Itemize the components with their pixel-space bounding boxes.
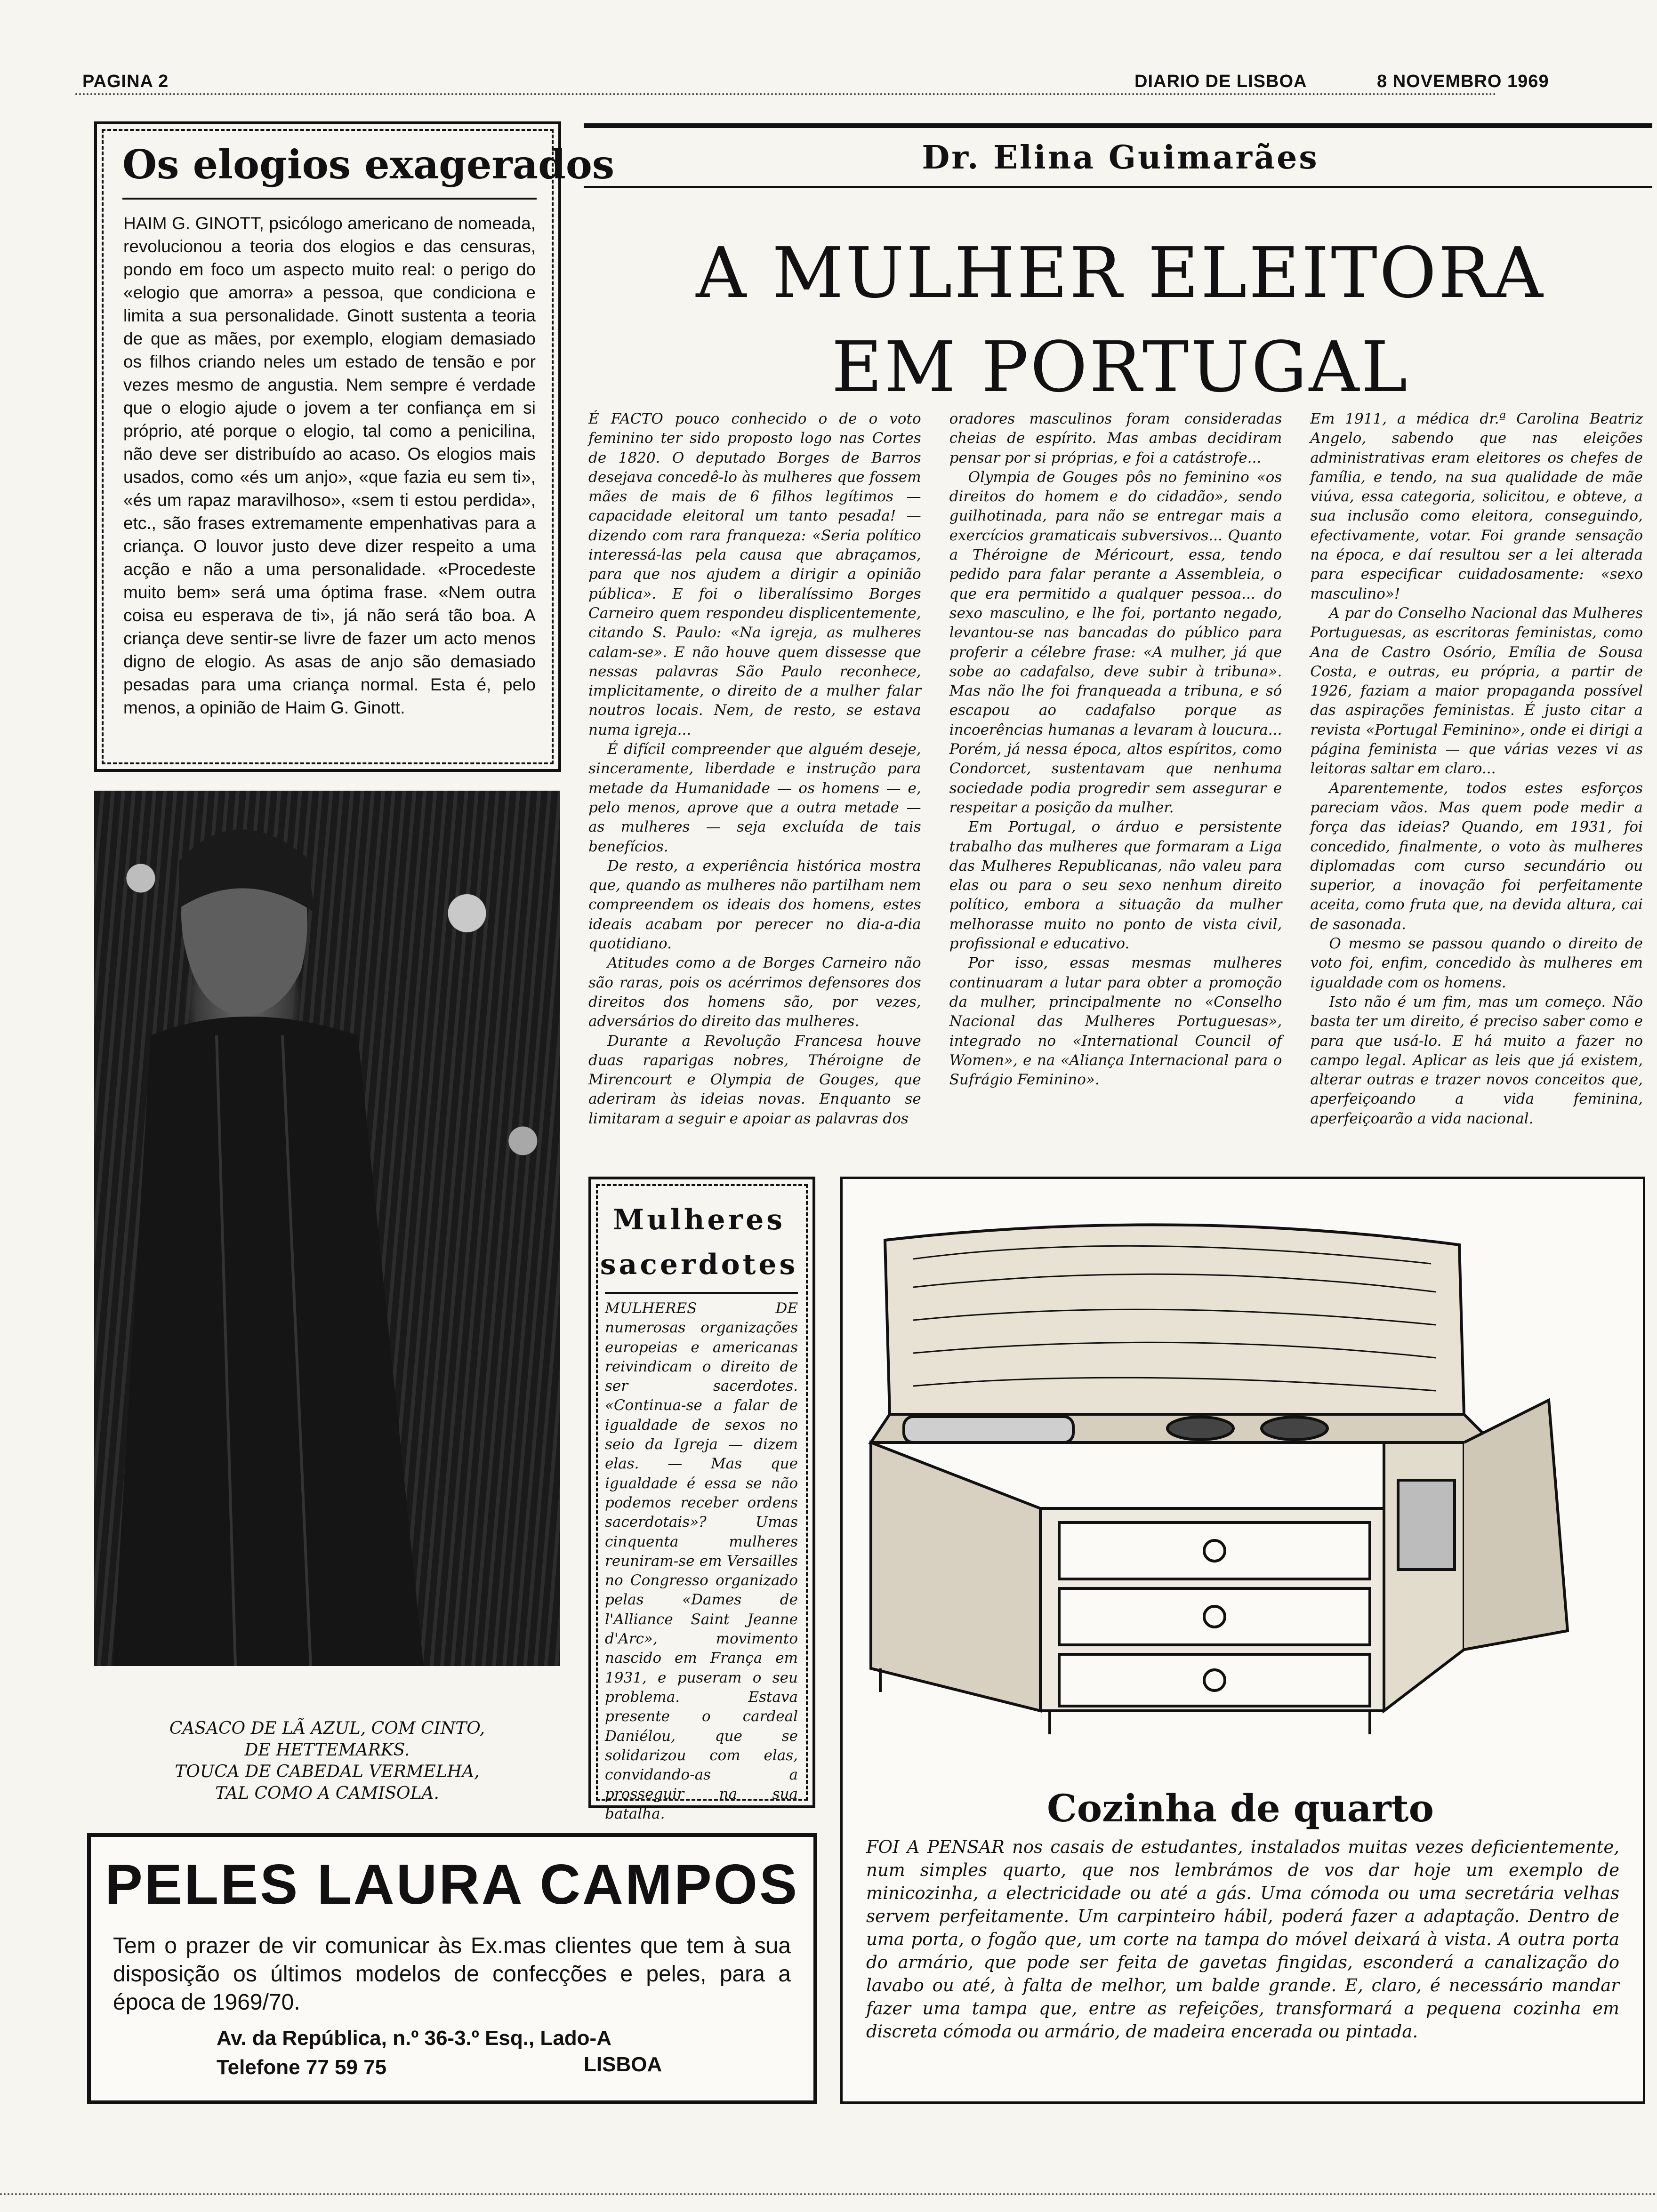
caption-line: DE HETTEMARKS. bbox=[244, 1740, 410, 1760]
sacerdotes-divider bbox=[605, 1292, 798, 1294]
newspaper-name: DIARIO DE LISBOA bbox=[1134, 72, 1307, 91]
article-headline bbox=[584, 226, 1657, 414]
article-column-2 bbox=[949, 409, 1282, 1129]
paragraph: É difícil compreender que alguém deseje, sinceramente, liberdade e instrução para metade da Humanidade — os homens — e, pelo menos, aprove que a outra metade — as mulheres — seja excluída de tais benefícios. bbox=[588, 741, 921, 855]
article-column-1 bbox=[588, 409, 921, 1129]
paragraph: Durante a Revolução Francesa houve duas raparigas nobres, Théroigne de Mirencourt e Olympia de Gouges, que aderiram às ideias novas. Enquanto se limitaram a seguir e apoiar as palavras dos bbox=[588, 1032, 921, 1127]
ad-phone: Telefone 77 59 75 bbox=[217, 2056, 387, 2079]
sidebar-article-body: HAIM G. GINOTT, psicólogo americano de nomeada, revolucionou a teoria dos elogios e das censuras, pondo em foco um aspecto muito real: o perigo do «elogio que amorra» a pessoa, que condiciona e limita a sua personalidade. Ginott sustenta a teoria de que as mães, por exemplo, elogiam demasiado os filhos criando neles um estado de tensão e por vezes mesmo de angustia. Nem sempre é verdade que o elogio ajude o jovem a ter confiança em si próprio, até porque o elogio, tal como a penicilina, não deve ser distribuído ao acaso. Os elogios mais usados, como «és um anjo», «que fazia eu sem ti», «és um rapaz maravilhoso», «sem ti estou perdida», etc., são frases extremamente empenhativas para a criança. O louvor justo deve dizer respeito a uma acção e não a uma personalidade. «Procedeste muito bem» será uma óptima frase. «Nem outra coisa eu esperava de ti», já não será tão boa. A criança deve sentir-se livre de fazer um acto menos digno de elogio. As asas de anjo são demasiado pesadas para uma criança normal. Esta é, pelo menos, a opinião de Haim G. Ginott. bbox=[123, 214, 536, 717]
paragraph: Atitudes como a de Borges Carneiro não são raras, pois os acérrimos defensores dos direitos dos homens são, por vezes, adversários do direito das mulheres. bbox=[588, 954, 921, 1030]
caption-line: TAL COMO A CAMISOLA. bbox=[215, 1784, 439, 1803]
kitchen-title: Cozinha de quarto bbox=[1047, 1786, 1434, 1830]
sidebar-title-divider bbox=[122, 198, 537, 200]
headline-line-2: EM PORTUGAL bbox=[831, 327, 1409, 408]
header-divider bbox=[75, 93, 1497, 95]
kitchen-cabinet-illustration bbox=[843, 1179, 1643, 1772]
article-columns bbox=[588, 409, 1643, 1129]
paragraph: Aparentemente, todos estes esforços pareciam vãos. Mas quem pode medir a força das ideias? Quando, em 1931, foi concedido, finalmente, o voto às mulheres diplomadas com curso secundário ou superior, a inovação foi perfeitamente aceita, como fruta que, na devida altura, cai de sasonada. bbox=[1310, 779, 1643, 933]
caption-line: TOUCA DE CABEDAL VERMELHA, bbox=[175, 1762, 480, 1781]
paragraph: Em 1911, a médica dr.ª Carolina Beatriz Angelo, sabendo que nas eleições administrativas eram eleitores os chefes de família, e tendo, na sua qualidade de mãe viúva, essa categoria, solicitou, e obteve, a sua inclusão como eleitora, conseguindo, efectivamente, votar. Foi grande sensação na época, e daí resultou ser a lei alterada para especificar cuidadosamente: «sexo masculino»! bbox=[1310, 410, 1643, 602]
paragraph: Em Portugal, o árduo e persistente trabalho das mulheres que formaram a Liga das Mulheres Republicanas, não valeu para elas ou para o seu sexo nenhum direito político, embora a situação da mulher melhorasse muito no ponto de vista civil, profissional e educativo. bbox=[949, 818, 1282, 953]
ad-city: LISBOA bbox=[584, 2053, 662, 2076]
issue-date: 8 NOVEMBRO 1969 bbox=[1377, 72, 1549, 91]
sacerdotes-title bbox=[598, 1198, 800, 1287]
article-author: Dr. Elina Guimarães bbox=[922, 139, 1319, 176]
kitchen-body: FOI A PENSAR nos casais de estudantes, instalados muitas vezes deficientemente, num simples quarto, que nos lembrámos de vos dar hoje um exemplo de minicozinha, a electricidade ou até a gás. Uma cómoda ou uma secretária velhas servem perfeitamente. Um carpinteiro hábil, poderá fazer a adaptação. Dentro de uma porta, o fogão que, um corte na tampa do móvel deixará à vista. A outra porta do armário, que pode ser feita de gavetas fingidas, esconderá a canalização do lavabo ou até, à falta de melhor, um balde grande. E, claro, é necessário mandar fazer uma tampa que, entre as refeições, transformará a pequena cozinha em discreta cómoda ou armário, de madeira encerada ou pintada. bbox=[866, 1837, 1619, 2042]
paragraph: Olympia de Gouges pôs no feminino «os direitos do homem e do cidadão», sendo guilhotinada, para não se entregar mais a exercícios gramaticais subversivos... Quanto a Théroigne de Méricourt, essa, tendo pedido para falar perante a Assembleia, o que era permitido a qualquer pessoa... do sexo masculino, e lhe foi, portanto negado, levantou-se nas bancadas do público para proferir a célebre frase: «A mulher, já que sobe ao cadafalso, deve subir à tribuna». Mas não lhe foi franqueada a tribuna, e só escapou ao cadafalso porque as incoerências humanas a levaram à loucura... Porém, já nessa época, altos espíritos, como Condorcet, sustentavam que nenhuma sociedade podia progredir sem assegurar e respeitar a posição da mulher. bbox=[949, 468, 1282, 816]
page-number: PAGINA 2 bbox=[82, 72, 169, 91]
ad-text: Tem o prazer de vir comunicar às Ex.mas clientes que tem à sua disposição os últimos modelos de confecções e peles, para a época de 1969/70. bbox=[113, 1933, 791, 2015]
author-divider bbox=[584, 186, 1652, 188]
woman-figure-illustration bbox=[94, 791, 560, 1666]
sidebar-article-title: Os elogios exagerados bbox=[122, 141, 615, 188]
sacerdotes-body: MULHERES DE numerosas organizações europeias e americanas reivindicam o direito de ser sacerdotes. «Continua-se a falar de igualdade de sexos no seio da Igreja — dizem elas. — Mas que igualdade é essa se não podemos receber ordens sacerdotais»? Umas cinquenta mulheres reuniram-se em Versailles no Congresso organizado pelas «Dames de l'Alliance Saint Jeanne d'Arc», movimento nascido em França em 1931, e puseram o seu problema. Estava presente o cardeal Daniélou, que se solidarizou com elas, convidando-as a prosseguir na sua batalha. bbox=[605, 1300, 798, 1822]
sacerdotes-title-line: Mulheres bbox=[612, 1203, 786, 1236]
caption-line: CASACO DE LÃ AZUL, COM CINTO, bbox=[169, 1719, 485, 1738]
paragraph: É FACTO pouco conhecido o de o voto feminino ter sido proposto logo nas Cortes de 1820. O deputado Borges de Barros desejava concedê-lo às mulheres que fossem mães de mais de 6 filhos legítimos — capacidade eleitoral um tanto pesada! — dizendo com rara franqueza: «Seria político interessá-las pela causa que abraçamos, para que nos ajudem a dirigir a opinião pública». E foi o liberalíssimo Borges Carneiro quem respondeu displicentemente, citando S. Paulo: «Na igreja, as mulheres calam-se». E não houve quem dissesse que nessas palavras São Paulo reconhece, implicitamente, o direito de a mulher falar noutros locais. Nem, de resto, se estava numa igreja... bbox=[588, 410, 921, 738]
page-bottom-edge bbox=[0, 2193, 1657, 2195]
paragraph: O mesmo se passou quando o direito de voto foi, enfim, concedido às mulheres em igualdade com os homens. bbox=[1310, 935, 1643, 991]
article-column-3 bbox=[1310, 409, 1643, 1129]
headline-line-1: A MULHER ELEITORA bbox=[696, 232, 1545, 313]
ad-title: PELES LAURA CAMPOS bbox=[105, 1853, 799, 1916]
article-top-rule bbox=[584, 123, 1652, 128]
paragraph: Isto não é um fim, mas um começo. Não basta ter um direito, é preciso saber como e para que usá-lo. E há muito a fazer no campo legal. Aplicar as leis que já existem, alterar outras e trazer novos conceitos que, aperfeiçoando a vida feminina, aperfeiçoarão a vida nacional. bbox=[1310, 993, 1643, 1127]
photo-caption bbox=[94, 1718, 560, 1804]
fashion-photo bbox=[94, 791, 560, 1666]
paragraph: oradores masculinos foram consideradas cheias de espírito. Mas ambas decidiram pensar por si próprias, e foi a catástrofe... bbox=[949, 410, 1282, 466]
sacerdotes-title-line: sacerdotes bbox=[600, 1248, 798, 1281]
ad-contact bbox=[217, 2024, 611, 2082]
paragraph: De resto, a experiência histórica mostra que, quando as mulheres não partilham nem compreendem os ideais dos homens, estes ideais acabam por perecer no dia-a-dia quotidiano. bbox=[588, 857, 921, 953]
paragraph: Por isso, essas mesmas mulheres continuaram a lutar para obter a promoção da mulher, principalmente no «Conselho Nacional das Mulheres Portuguesas», integrado no «International Council of Women», e na «Aliança Internacional para o Sufrágio Feminino». bbox=[949, 954, 1282, 1089]
ad-address: Av. da República, n.º 36-3.º Esq., Lado-A bbox=[217, 2027, 611, 2050]
paragraph: A par do Conselho Nacional das Mulheres Portuguesas, as escritoras feministas, como Ana de Castro Osório, Emília de Sousa Costa, e outras, eu própria, a partir de 1926, faziam a maior propaganda possível das aspirações feministas. É justo citar a revista «Portugal Feminino», onde ei dirigi a página feminista — que várias vezes vi as leitoras saltar em claro... bbox=[1310, 604, 1643, 777]
